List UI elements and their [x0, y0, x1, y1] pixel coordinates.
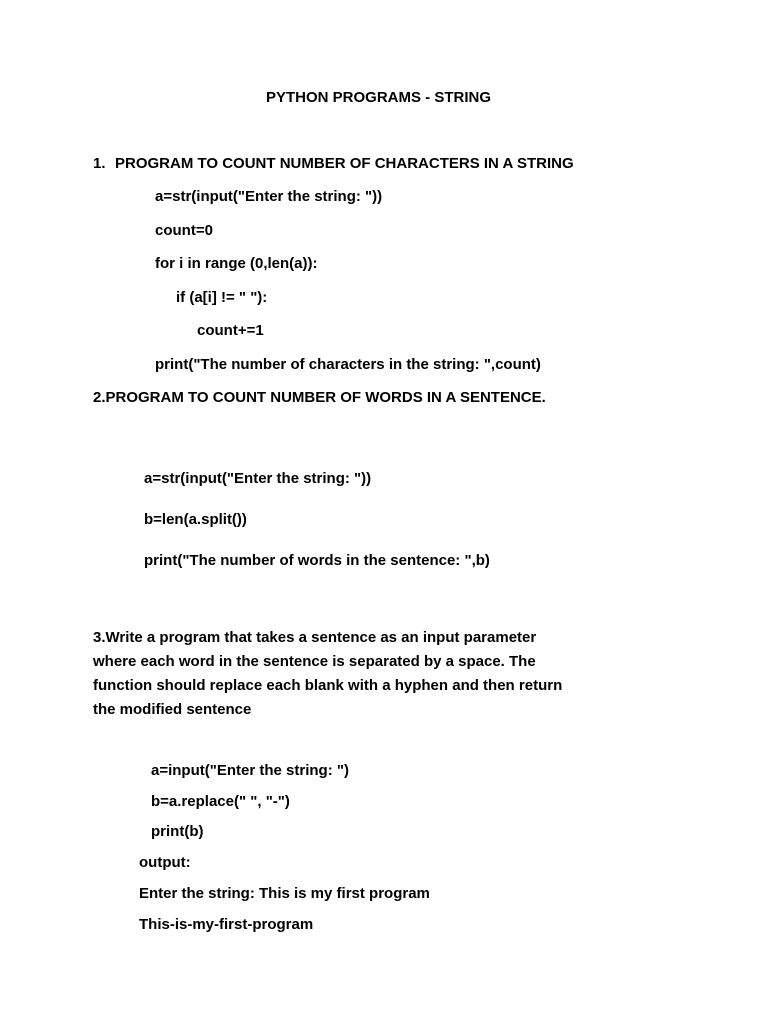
- description-line: where each word in the sentence is separated by a space. The: [93, 653, 536, 670]
- description-line: the modified sentence: [93, 701, 252, 718]
- page-title: PYTHON PROGRAMS - STRING: [266, 89, 492, 106]
- code-line: print("The number of words in the sentence: ",b): [144, 552, 490, 569]
- code-line: if (a[i] != " "):: [176, 289, 268, 306]
- code-line: for i in range (0,len(a)):: [155, 255, 318, 272]
- code-line: print(b): [151, 823, 204, 840]
- description-line: 3.Write a program that takes a sentence as an input parameter: [93, 629, 537, 646]
- code-line: a=str(input("Enter the string: ")): [144, 470, 372, 487]
- section-1-heading: [93, 155, 574, 173]
- description-line: function should replace each blank with a hyphen and then return: [93, 677, 563, 694]
- output-label: output:: [139, 854, 191, 871]
- section-2-heading: 2.PROGRAM TO COUNT NUMBER OF WORDS IN A SENTENCE.: [93, 389, 546, 406]
- code-line: b=len(a.split()): [144, 511, 247, 528]
- output-line: Enter the string: This is my first program: [139, 885, 430, 902]
- section-3-description: [93, 626, 562, 722]
- code-line: a=str(input("Enter the string: ")): [155, 188, 383, 205]
- code-line: b=a.replace(" ", "-"): [151, 793, 290, 810]
- code-line: count+=1: [197, 322, 264, 339]
- code-line: count=0: [155, 222, 213, 239]
- code-line: print("The number of characters in the string: ",count): [155, 356, 541, 373]
- section-1-heading-text: PROGRAM TO COUNT NUMBER OF CHARACTERS IN A STRING: [115, 155, 574, 172]
- output-line: This-is-my-first-program: [139, 916, 314, 933]
- section-1-number: 1.: [93, 155, 106, 172]
- code-line: a=input("Enter the string: "): [151, 762, 349, 779]
